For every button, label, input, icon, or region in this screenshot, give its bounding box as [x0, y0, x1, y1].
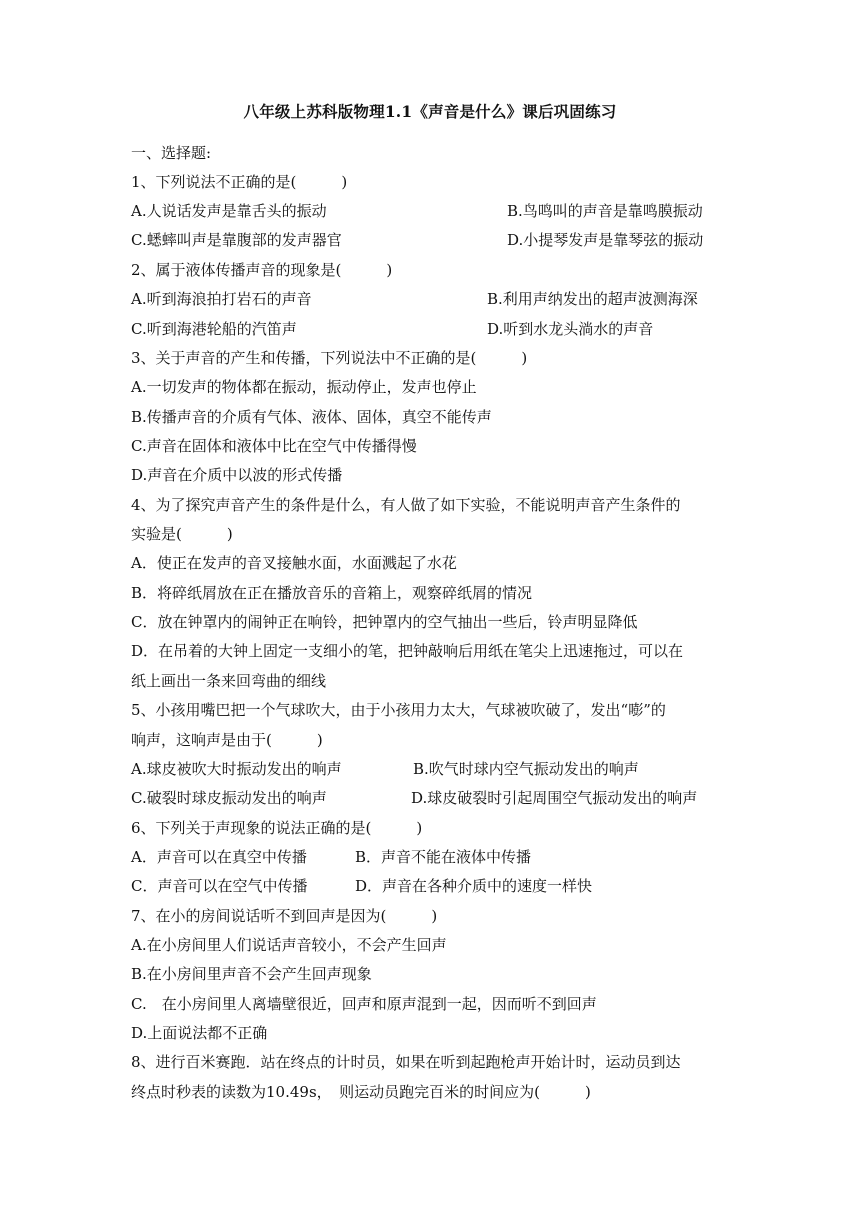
question-8-stem: 8、进行百米赛跑．站在终点的计时员，如果在听到起跑枪声开始计时，运动员到达 [131, 1053, 681, 1071]
question-4-option-d-cont: 纸上画出一条来回弯曲的细线 [131, 672, 327, 690]
question-6-option-c: C．声音可以在空气中传播 [131, 877, 308, 895]
question-2-option-b: B.利用声纳发出的超声波测海深 [487, 290, 698, 308]
question-7-option-a: A.在小房间里人们说话声音较小，不会产生回声 [131, 936, 447, 954]
question-7-stem: 7、在小的房间说话听不到回声是因为( ) [131, 907, 438, 925]
question-6-option-b: B．声音不能在液体中传播 [355, 848, 532, 866]
question-7-option-d: D.上面说法都不正确 [131, 1024, 268, 1042]
page-title: 八年级上苏科版物理1.1《声音是什么》课后巩固练习 [243, 102, 617, 121]
question-5-option-c: C.破裂时球皮振动发出的响声 [131, 789, 327, 807]
question-1-stem: 1、下列说法不正确的是( ) [131, 173, 348, 191]
question-3-option-c: C.声音在固体和液体中比在空气中传播得慢 [131, 437, 417, 455]
question-2-option-c: C.听到海港轮船的汽笛声 [131, 320, 297, 338]
question-6-stem: 6、下列关于声现象的说法正确的是( ) [131, 819, 423, 837]
question-2-option-d: D.听到水龙头淌水的声音 [487, 320, 654, 338]
question-2-stem: 2、属于液体传播声音的现象是( ) [131, 261, 393, 279]
question-5-stem-cont: 响声，这响声是由于( ) [131, 731, 323, 749]
question-4-option-a: A．使正在发声的音叉接触水面，水面溅起了水花 [131, 554, 457, 572]
question-3-stem: 3、关于声音的产生和传播，下列说法中不正确的是( ) [131, 349, 528, 367]
question-1-option-a: A.人说话发声是靠舌头的振动 [131, 202, 327, 220]
question-7-option-c: C. 在小房间里人离墙壁很近，回声和原声混到一起，因而听不到回声 [131, 995, 597, 1013]
question-5-option-d: D.球皮破裂时引起周围空气振动发出的响声 [411, 789, 698, 807]
question-3-option-a: A.一切发声的物体都在振动，振动停止，发声也停止 [131, 378, 477, 396]
question-1-option-d: D.小提琴发声是靠琴弦的振动 [507, 231, 704, 249]
question-4-stem-cont: 实验是( ) [131, 525, 233, 543]
question-6-option-a: A．声音可以在真空中传播 [131, 848, 307, 866]
question-6-option-d: D．声音在各种介质中的速度一样快 [355, 877, 593, 895]
question-4-stem: 4、为了探究声音产生的条件是什么，有人做了如下实验，不能说明声音产生条件的 [131, 496, 681, 514]
question-2-option-a: A.听到海浪拍打岩石的声音 [131, 290, 312, 308]
section-heading: 一、选择题: [131, 144, 212, 162]
question-3-option-d: D.声音在介质中以波的形式传播 [131, 466, 343, 484]
question-4-option-b: B．将碎纸屑放在正在播放音乐的音箱上，观察碎纸屑的情况 [131, 584, 533, 602]
question-3-option-b: B.传播声音的介质有气体、液体、固体，真空不能传声 [131, 408, 492, 426]
question-4-option-c: C．放在钟罩内的闹钟正在响铃，把钟罩内的空气抽出一些后，铃声明显降低 [131, 613, 638, 631]
question-1-option-b: B.鸟鸣叫的声音是靠鸣膜振动 [507, 202, 703, 220]
question-8-stem-cont: 终点时秒表的读数为10.49s， 则运动员跑完百米的时间应为( ) [131, 1083, 591, 1101]
question-5-option-b: B.吹气时球内空气振动发出的响声 [413, 760, 639, 778]
question-1-option-c: C.蟋蟀叫声是靠腹部的发声器官 [131, 231, 342, 249]
question-5-option-a: A.球皮被吹大时振动发出的响声 [131, 760, 342, 778]
question-7-option-b: B.在小房间里声音不会产生回声现象 [131, 965, 372, 983]
question-5-stem: 5、小孩用嘴巴把一个气球吹大，由于小孩用力太大，气球被吹破了，发出“嘭”的 [131, 701, 666, 719]
question-4-option-d: D．在吊着的大钟上固定一支细小的笔，把钟敲响后用纸在笔尖上迅速拖过，可以在 [131, 642, 684, 660]
